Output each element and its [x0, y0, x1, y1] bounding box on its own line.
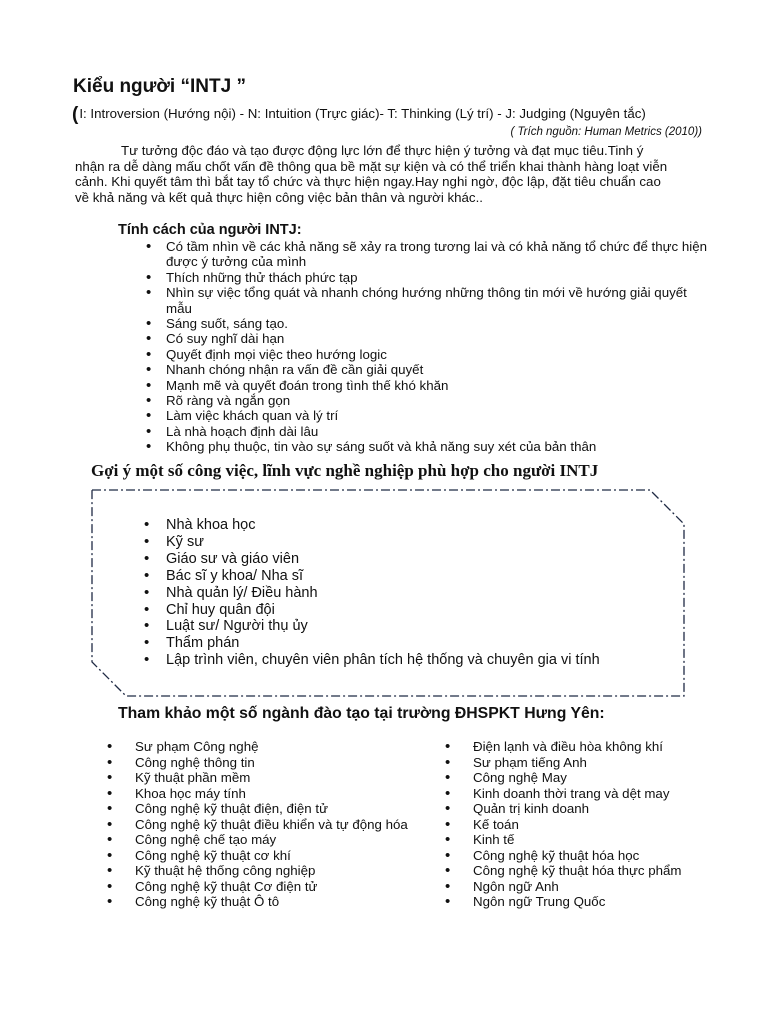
program-item: • Công nghệ kỹ thuật điện, điện tử [107, 801, 408, 817]
trait-item: • Nhanh chóng nhận ra vấn đề cần giải quyết [148, 362, 708, 377]
trait-item: • Có tầm nhìn về các khả năng sẽ xảy ra trong tương lai và có khả năng tổ chức để thực hiện được ý tưởng của mình [148, 239, 708, 270]
program-item: • Công nghệ kỹ thuật hóa thực phẩm [445, 863, 682, 879]
program-item: • Công nghệ kỹ thuật Ô tô [107, 894, 408, 910]
programs-list-left [107, 739, 408, 910]
trait-item: • Mạnh mẽ và quyết đoán trong tình thế khó khăn [148, 378, 708, 393]
job-item: • Kỹ sư [148, 534, 668, 551]
program-item: • Kinh tế [445, 832, 682, 848]
program-item: • Ngôn ngữ Trung Quốc [445, 894, 682, 910]
program-item: • Công nghệ May [445, 770, 682, 786]
program-item: • Sư phạm tiếng Anh [445, 755, 682, 771]
intro-text: Tư tưởng độc đáo và tạo được động lực lớn để thực hiện ý tưởng và đạt mục tiêu.Tinh ý nhận ra dễ dàng mấu chốt vấn đề thông qua bề mặt sự kiện và có thể triển khai thành hàng loạt viễn cảnh. Khi quyết tâm thì bắt tay tổ chức và thực hiện ngay.Hay nghi ngờ, độc lập, đặt tiêu chuẩn cao về khả năng và kết quả thực hiện công việc bản thân và người khác.. [75, 143, 668, 205]
trait-item: • Nhìn sự việc tổng quát và nhanh chóng hướng những thông tin mới về hướng giải quyết mẫu [148, 285, 708, 316]
page-title: Kiểu người “INTJ ” [73, 76, 246, 97]
program-item: • Công nghệ kỹ thuật hóa học [445, 848, 682, 864]
program-item: • Công nghệ kỹ thuật Cơ điện tử [107, 879, 408, 895]
source-citation: ( Trích nguồn: Human Metrics (2010)) [510, 126, 702, 138]
trait-item: • Sáng suốt, sáng tạo. [148, 316, 708, 331]
trait-item: • Có suy nghĩ dài hạn [148, 331, 708, 346]
jobs-list [148, 517, 668, 669]
program-item: • Điện lạnh và điều hòa không khí [445, 739, 682, 755]
program-item: • Công nghệ kỹ thuật điều khiển và tự động hóa [107, 817, 408, 833]
program-item: • Kế toán [445, 817, 682, 833]
program-item: • Khoa học máy tính [107, 786, 408, 802]
job-item: • Luật sư/ Người thụ ủy [148, 618, 668, 635]
traits-heading: Tính cách của người INTJ: [118, 222, 302, 238]
program-item: • Công nghệ thông tin [107, 755, 408, 771]
program-item: • Kỹ thuật hệ thống công nghiệp [107, 863, 408, 879]
program-item: • Quản trị kinh doanh [445, 801, 682, 817]
open-paren: ( [72, 104, 79, 125]
job-item: • Giáo sư và giáo viên [148, 551, 668, 568]
trait-item: • Làm việc khách quan và lý trí [148, 408, 708, 423]
jobs-heading: Gợi ý một số công việc, lĩnh vực nghề nghiệp phù hợp cho người INTJ [91, 461, 599, 480]
job-item: • Lập trình viên, chuyên viên phân tích hệ thống và chuyên gia vi tính [148, 652, 668, 669]
program-item: • Công nghệ chế tạo máy [107, 832, 408, 848]
trait-item: • Thích những thử thách phức tạp [148, 270, 708, 285]
program-item: • Kinh doanh thời trang và dệt may [445, 786, 682, 802]
job-item: • Chỉ huy quân đội [148, 602, 668, 619]
job-item: • Bác sĩ y khoa/ Nha sĩ [148, 568, 668, 585]
trait-item: • Rõ ràng và ngắn gọn [148, 393, 708, 408]
trait-item: • Là nhà hoạch định dài lâu [148, 424, 708, 439]
program-item: • Ngôn ngữ Anh [445, 879, 682, 895]
programs-heading: Tham khảo một số ngành đào tạo tại trường ĐHSPKT Hưng Yên: [118, 705, 605, 722]
program-item: • Kỹ thuật phần mềm [107, 770, 408, 786]
job-item: • Nhà quản lý/ Điều hành [148, 585, 668, 602]
legend-text: I: Introversion (Hướng nội) - N: Intuition (Trực giác)- T: Thinking (Lý trí) - J: Judging (Nguyên tắc) [79, 106, 646, 121]
programs-list-right [445, 739, 682, 910]
trait-item: • Quyết định mọi việc theo hướng logic [148, 347, 708, 362]
job-item: • Thẩm phán [148, 635, 668, 652]
program-item: • Sư phạm Công nghệ [107, 739, 408, 755]
job-item: • Nhà khoa học [148, 517, 668, 534]
trait-item: • Không phụ thuộc, tin vào sự sáng suốt và khả năng suy xét của bản thân [148, 439, 708, 454]
program-item: • Công nghệ kỹ thuật cơ khí [107, 848, 408, 864]
